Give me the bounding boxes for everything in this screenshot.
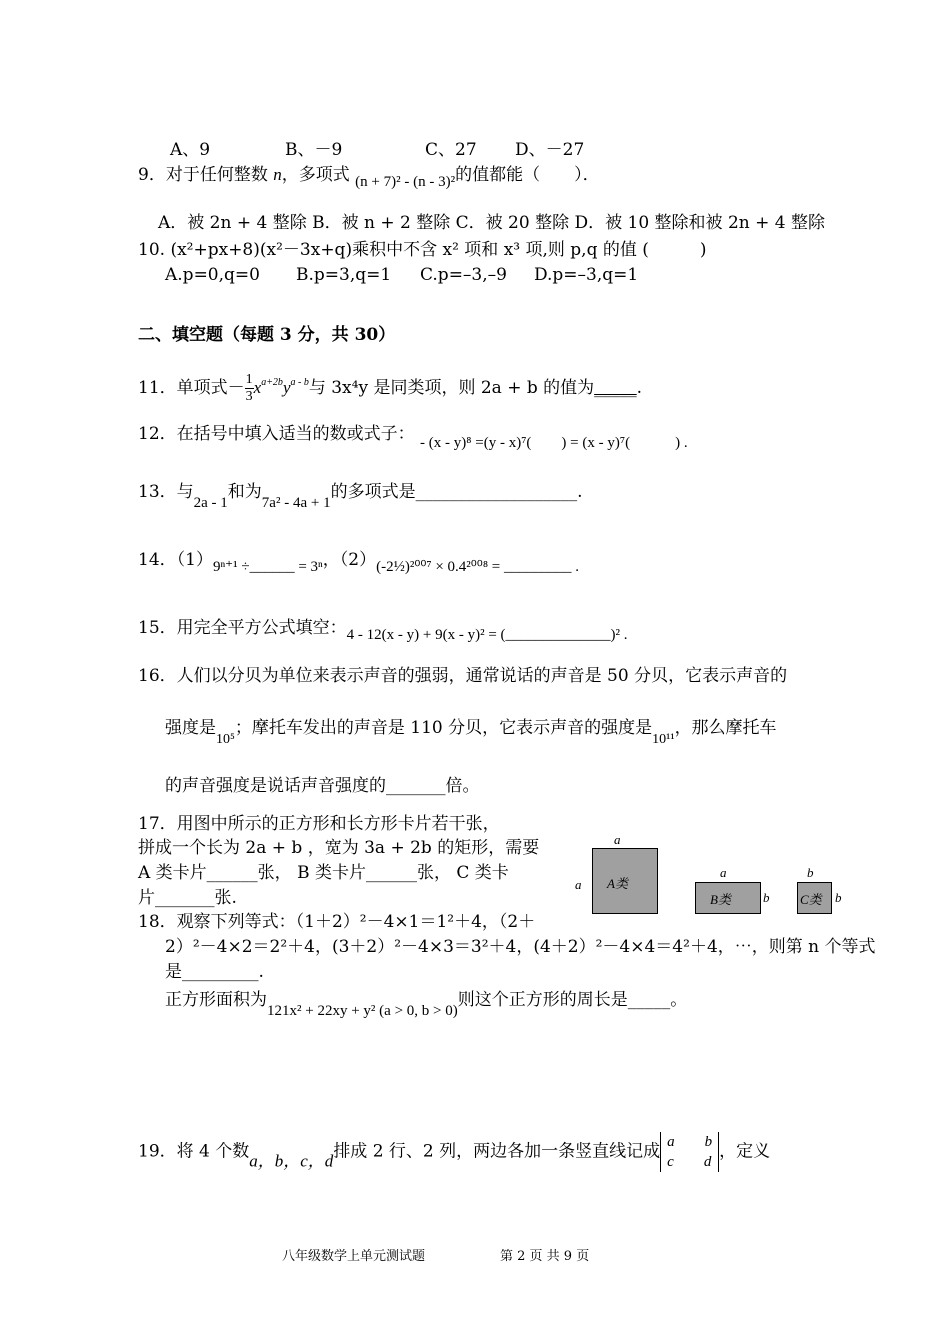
- q10-option-a: A.p=0,q=0: [165, 265, 260, 285]
- q10-option-b: B.p=3,q=1: [296, 265, 392, 285]
- q10-option-d: D.p=–3,q=1: [534, 265, 639, 285]
- q18-line2: 2）²－4×2＝2²＋4，(3＋2）²－4×3＝3²＋4，(4＋2）²－4×4＝4²＋4，⋯，则第 n 个等式: [165, 937, 876, 957]
- section-heading: 二、填空题（每题 3 分，共 30）: [138, 325, 396, 345]
- q18-line3: 是_________.: [165, 962, 264, 982]
- q17-line1: 17．用图中所示的正方形和长方形卡片若干张，: [138, 814, 500, 834]
- q18-line1: 18．观察下列等式：（1＋2）²－4×1＝1²＋4，（2＋: [138, 912, 536, 932]
- q11-question: 11．单项式－ $\frac{1}{3}$ $x^{a+2b}y^{a - b}$与 3x⁴y 是同类项，则 2a + b 的值为_____.: [138, 372, 643, 404]
- q17-line2: 拼成一个长为 2a + b ，宽为 3a + 2b 的矩形，需要: [138, 838, 540, 858]
- q17-line4: 片_______张.: [138, 888, 237, 908]
- card-a-label: A类: [607, 876, 628, 891]
- q10-option-c: C.p=–3,–9: [420, 265, 507, 285]
- q12-question: 12．在括号中填入适当的数或式子： - (x - y)⁸ =(y - x)⁷( ) = (x - y)⁷( ) .: [138, 424, 688, 451]
- q10-question: 10. (x²+px+8)(x²－3x+q)乘积中不含 x² 项和 x³ 项,则 p,q 的值 ( ): [138, 240, 707, 260]
- q8-option-d: D、－27: [515, 140, 585, 160]
- footer-page-number: 第 2 页 共 9 页: [500, 1249, 590, 1264]
- card-c-top-label: b: [807, 865, 814, 880]
- q8-option-c: C、27: [425, 140, 477, 160]
- card-c-right-label: b: [835, 890, 842, 905]
- determinant: a b c d: [660, 1132, 719, 1172]
- card-b-label: B类: [710, 892, 731, 907]
- card-b-top-label: a: [720, 865, 727, 880]
- card-c-label: C类: [800, 892, 822, 907]
- card-a-square: [592, 848, 658, 914]
- q9-question: 9．对于任何整数 n，多项式 (n + 7)² - (n - 3)²的值都能（ ）．: [138, 165, 600, 190]
- footer-title: 八年级数学上单元测试题: [282, 1249, 426, 1264]
- q17-line3: A 类卡片______张， B 类卡片______张， C 类卡: [138, 863, 509, 883]
- q18-line4: 正方形面积为121x² + 22xy + y² (a > 0, b > 0)则这个正方形的周长是_____。: [165, 990, 688, 1019]
- card-b-rectangle: [695, 882, 761, 914]
- q8-option-a: A、9: [170, 140, 211, 160]
- q9-options: A．被 2n + 4 整除 B．被 n + 2 整除 C．被 20 整除 D．被 10 整除和被 2n + 4 整除: [158, 213, 825, 233]
- q13-question: 13．与2a - 1和为7a² - 4a + 1的多项式是___________________.: [138, 482, 583, 511]
- q16-line2: 强度是$_{10^5}$；摩托车发出的声音是 110 分贝，它表示声音的强度是$_{10^{11}}$，那么摩托车: [165, 718, 777, 747]
- card-b-right-label: b: [763, 890, 770, 905]
- card-c-square: [797, 882, 832, 914]
- q16-line1: 16．人们以分贝为单位来表示声音的强弱，通常说话的声音是 50 分贝，它表示声音的: [138, 666, 788, 686]
- q14-question: 14．（1）9ⁿ⁺¹ ÷______ = 3ⁿ，（2）(-2½)²⁰⁰⁷ × 0.4²⁰⁰⁸ = _________ .: [138, 550, 580, 575]
- card-a-top-label: a: [614, 832, 621, 847]
- q19-question: 19．将 4 个数a，b，c，d排成 2 行、2 列，两边各加一条竖直线记成 a b c d ，定义: [138, 1134, 771, 1171]
- q15-question: 15．用完全平方公式填空：4 - 12(x - y) + 9(x - y)² = (______________)² .: [138, 618, 628, 643]
- card-a-left-label: a: [575, 877, 582, 892]
- q8-option-b: B、－9: [285, 140, 343, 160]
- q16-line3: 的声音强度是说话声音强度的_______倍。: [165, 776, 480, 796]
